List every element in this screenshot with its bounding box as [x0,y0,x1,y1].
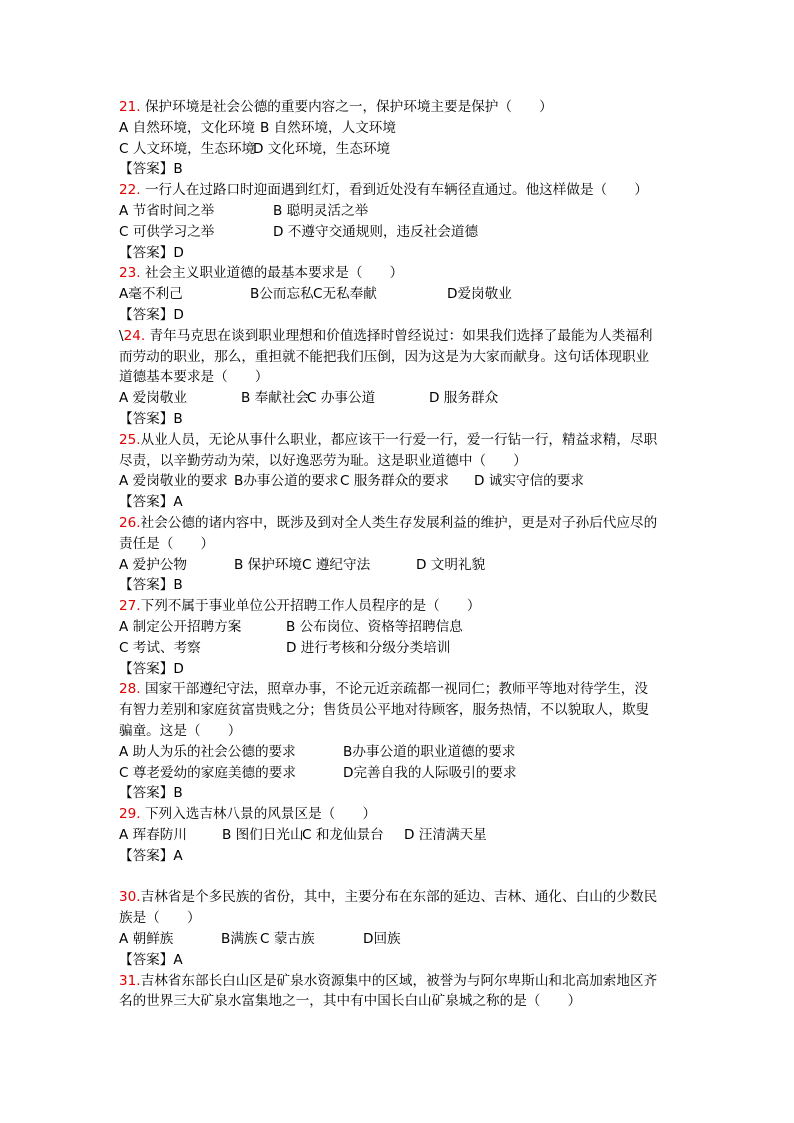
question-number: 25. [119,431,141,448]
question-number: 31. [119,972,141,989]
question-stem-text: 责任是（ ） [119,535,215,552]
answer-line [119,305,184,326]
question-stem-text: 骗童。这是（ ） [119,723,242,739]
question-stem-text: 青年马克思在谈到职业理想和价值选择时曾经说过：如果我们选择了最能为人类福利 [145,327,653,344]
question-stem-line [119,679,648,700]
question-number: 26. [119,515,141,531]
option-c: C无私奉献 [313,286,377,303]
question-stem-text: 社会公德的诸内容中，既涉及到对全人类生存发展利益的维护，更是对子孙后代应尽的 [140,515,658,531]
answer-label: 【答案】 [119,785,174,802]
answer-line [119,575,183,596]
question-stem-text: 道德基本要求是（ ） [119,369,269,386]
question-number: 30. [119,889,141,906]
question-stem-line [119,367,269,388]
question-stem-line [119,451,527,472]
option-b: B 奉献社会 [241,390,310,407]
option-a: A 制定公开招聘方案 [119,619,242,635]
question-number: 28. [119,681,141,698]
question-stem-text: 保护环境是社会公德的重要内容之一，保护环境主要是保护（ ） [140,99,553,115]
option-b: B满族 [221,931,258,947]
answer-value: B [173,411,183,427]
question-stem-line [119,430,657,451]
question-stem-line [119,347,649,368]
option-d: D 文明礼貌 [416,556,486,573]
question-stem-line [119,513,657,534]
question-stem-line [119,326,653,347]
answer-label: 【答案】 [119,244,174,261]
option-a: A 珲春防川 [119,827,187,843]
option-a: C 考试、考察 [119,639,201,656]
answer-line [119,846,183,867]
answer-value: A [173,951,183,968]
option-d: D 服务群众 [429,390,499,407]
question-stem-line [119,97,553,118]
option-b: B 公布岗位、资格等招聘信息 [286,619,463,635]
question-stem-line [119,887,657,908]
question-number: 21. [119,99,141,115]
option-a: A 爱护公物 [119,556,187,573]
answer-value: B [173,577,183,594]
option-a: C 可供学习之举 [119,223,215,240]
question-stem-text: 有智力差别和家庭贫富贵贱之分；售货员公平地对待顾客，服务热情，不以貌取人，欺叟 [119,702,650,719]
question-stem-text: 族是（ ） [119,910,201,927]
answer-line [119,159,183,180]
answer-line [119,243,184,264]
question-stem-text: 国家干部遵纪守法，照章办事，不论元近亲疏都一视同仁；教师平等地对待学生，没 [140,681,648,698]
question-stem-line [119,700,649,721]
question-stem-text: 社会主义职业道德的最基本要求是（ ） [140,265,404,282]
option-a: A 朝鲜族 [119,931,174,947]
answer-label: 【答案】 [119,161,174,178]
question-number: 29. [119,806,141,823]
answer-value: D [173,660,184,677]
option-b: D完善自我的人际吸引的要求 [343,764,517,781]
question-number: 27. [119,598,141,615]
answer-value: A [173,494,183,511]
option-a: A 节省时间之举 [119,203,215,219]
option-a: A 自然环境，文化环境 [119,119,255,136]
question-stem-text: 吉林省东部长白山区是矿泉水资源集中的区域，被誉为与阿尔卑斯山和北高加索地区齐 [140,972,658,989]
option-a: A毫不利己 [119,286,183,303]
answer-value: D [173,307,184,323]
answer-value: B [173,161,183,178]
question-stem-line [119,534,214,555]
option-c: C 和龙仙景台 [302,827,384,843]
option-b: B 保护环境 [234,556,303,573]
option-a: A 爱岗敬业 [119,390,187,407]
answer-line [119,409,183,430]
question-stem-text: 从业人员，无论从事什么职业，都应该干一行爱一行，爱一行钻一行，精益求精，尽职 [140,431,658,448]
question-stem-line [119,180,648,201]
question-stem-line [119,971,657,992]
answer-label: 【答案】 [119,951,174,968]
question-stem-text: 下列不属于事业单位公开招聘工作人员程序的是（ ） [140,598,481,615]
option-b: D 文化环境，生态环境 [253,140,391,157]
question-stem-text: 一行人在过路口时迎面遇到红灯，看到近处没有车辆径直通过。他这样做是（ ） [140,182,648,199]
option-b: B公而忘私 [250,286,314,303]
question-stem-text: 名的世界三大矿泉水富集地之一，其中有中国长白山矿泉城之称的是（ ） [119,993,582,1010]
option-b: D 进行考核和分级分类培训 [286,639,451,656]
question-stem-line [119,991,581,1012]
question-stem-text: 而劳动的职业，那么，重担就不能把我们压倒，因为这是为大家而献身。这句话体现职业 [119,348,650,365]
question-stem-line [119,263,403,284]
option-a: A 助人为乐的社会公德的要求 [119,743,296,760]
option-c: C 服务群众的要求 [340,473,449,490]
option-d: D 汪清满天星 [404,827,487,843]
option-c: C 办事公道 [307,390,376,407]
answer-label: 【答案】 [119,577,174,594]
option-b: B办事公道的要求 [234,473,339,490]
answer-value: B [173,785,183,802]
option-a: C 人文环境，生态环境 [119,140,256,157]
option-d: D 诚实守信的要求 [474,473,584,490]
option-b: D 不遵守交通规则，违反社会道德 [273,223,479,240]
option-b: B 图们日光山 [222,827,304,843]
question-number: 23. [119,265,141,282]
answer-label: 【答案】 [119,660,174,677]
question-number: 22. [119,182,141,199]
question-number: 24. [123,327,146,344]
option-c: C 遵纪守法 [302,556,371,573]
answer-label: 【答案】 [119,411,174,427]
question-stem-text: 尽责，以辛勤劳动为荣，以好逸恶劳为耻。这是职业道德中（ ） [119,452,527,469]
question-stem-text: 吉林省是个多民族的省份，其中，主要分布在东部的延边、吉林、通化、白山的少数民 [140,889,658,906]
answer-label: 【答案】 [119,847,174,864]
answer-value: A [173,847,183,864]
answer-label: 【答案】 [119,307,174,323]
option-a: C 尊老爱幼的家庭美德的要求 [119,764,296,781]
answer-line [119,492,183,513]
answer-line [119,783,183,804]
option-b: B办事公道的职业道德的要求 [343,743,516,760]
question-stem-text: 下列入选吉林八景的风景区是（ ） [140,806,377,823]
question-stem-line [119,721,241,742]
option-b: B 聪明灵活之举 [273,203,369,219]
answer-label: 【答案】 [119,494,174,511]
question-prefix: \ [119,327,124,344]
answer-value: D [173,244,184,261]
option-a: A 爱岗敬业的要求 [119,473,228,490]
option-c: C 蒙古族 [260,931,315,947]
question-stem-line [119,908,201,929]
question-stem-line [119,804,376,825]
option-d: D爱岗敬业 [447,286,512,303]
answer-line [119,950,183,971]
option-d: D回族 [363,931,401,947]
question-stem-line [119,596,480,617]
answer-line [119,659,184,680]
option-b: B 自然环境，人文环境 [260,119,396,136]
